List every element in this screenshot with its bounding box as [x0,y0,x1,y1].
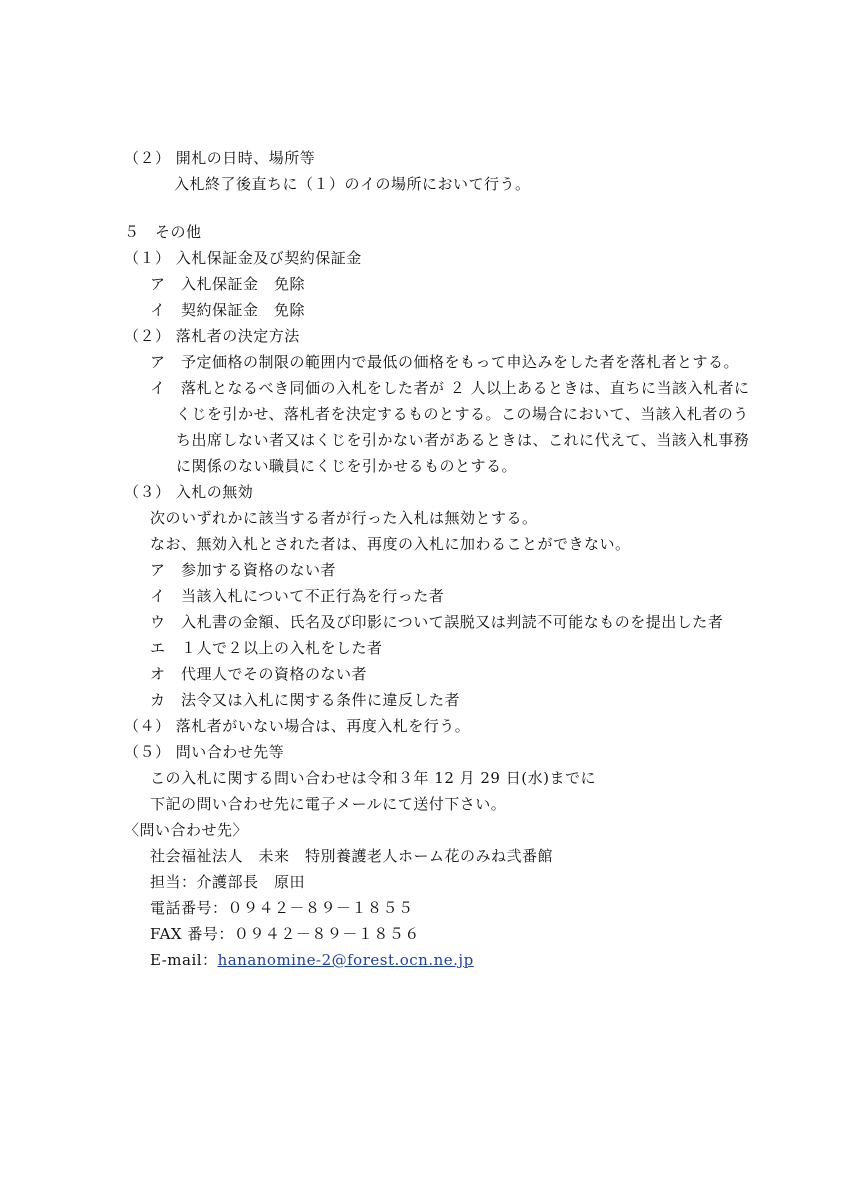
contact-email-label: E-mail： [150,951,218,969]
section5-heading: ５ その他 [124,223,202,241]
winner-item-i-line2: くじを引かせ、落札者を決定するものとする。この場合において、当該入札者のう [176,405,749,423]
winner-heading: （２） 落札者の決定方法 [124,327,300,345]
no-winner-item: （４） 落札者がいない場合は、再度入札を行う。 [124,717,471,735]
contact-organization: 社会福祉法人 未来 特別養護老人ホーム花のみね弐番館 [150,847,554,865]
invalid-item-u: ウ 入札書の金額、氏名及び印影について誤脱又は判読不可能なものを提出した者 [150,613,724,631]
winner-item-i-line3: ち出席しない者又はくじを引かない者があるときは、これに代えて、当該入札事務 [176,431,750,449]
contact-heading: 〈問い合わせ先〉 [124,821,249,839]
contact-email-row [150,950,474,970]
inquiry-line-2: 下記の問い合わせ先に電子メールにて送付下さい。 [150,795,507,813]
contact-fax: FAX 番号：０９４２－８９－１８５６ [150,925,420,943]
section4-item2-body: 入札終了後直ちに（１）のイの場所において行う。 [174,175,531,193]
contact-phone: 電話番号：０９４２－８９－１８５５ [150,899,414,917]
guarantee-item-a: ア 入札保証金 免除 [150,275,306,293]
invalid-heading: （３） 入札の無効 [124,483,254,501]
winner-item-i-line4: に関係のない職員にくじを引かせるものとする。 [176,457,518,475]
section4-item2-heading: （２） 開札の日時、場所等 [124,149,316,167]
invalid-item-a: ア 参加する資格のない者 [150,561,337,579]
invalid-item-ka: カ 法令又は入札に関する条件に違反した者 [150,691,461,709]
guarantee-heading: （１） 入札保証金及び契約保証金 [124,249,362,267]
invalid-item-e: エ １人で２以上の入札をした者 [150,639,383,657]
invalid-intro-1: 次のいずれかに該当する者が行った入札は無効とする。 [150,509,538,527]
winner-item-a: ア 予定価格の制限の範囲内で最低の価格をもって申込みをした者を落札者とする。 [150,353,740,371]
inquiry-heading: （５） 問い合わせ先等 [124,743,285,761]
guarantee-item-i: イ 契約保証金 免除 [150,301,306,319]
contact-email-link[interactable]: hananomine-2@forest.ocn.ne.jp [217,951,474,969]
contact-person: 担当：介護部長 原田 [150,873,306,891]
winner-item-i-line1: イ 落札となるべき同価の入札をした者が ２ 人以上あるときは、直ちに当該入札者に [150,379,750,397]
inquiry-line-1: この入札に関する問い合わせは令和３年 12 月 29 日(水)までに [150,769,596,787]
invalid-item-i: イ 当該入札について不正行為を行った者 [150,587,445,605]
invalid-intro-2: なお、無効入札とされた者は、再度の入札に加わることができない。 [150,535,631,553]
invalid-item-o: オ 代理人でその資格のない者 [150,665,368,683]
